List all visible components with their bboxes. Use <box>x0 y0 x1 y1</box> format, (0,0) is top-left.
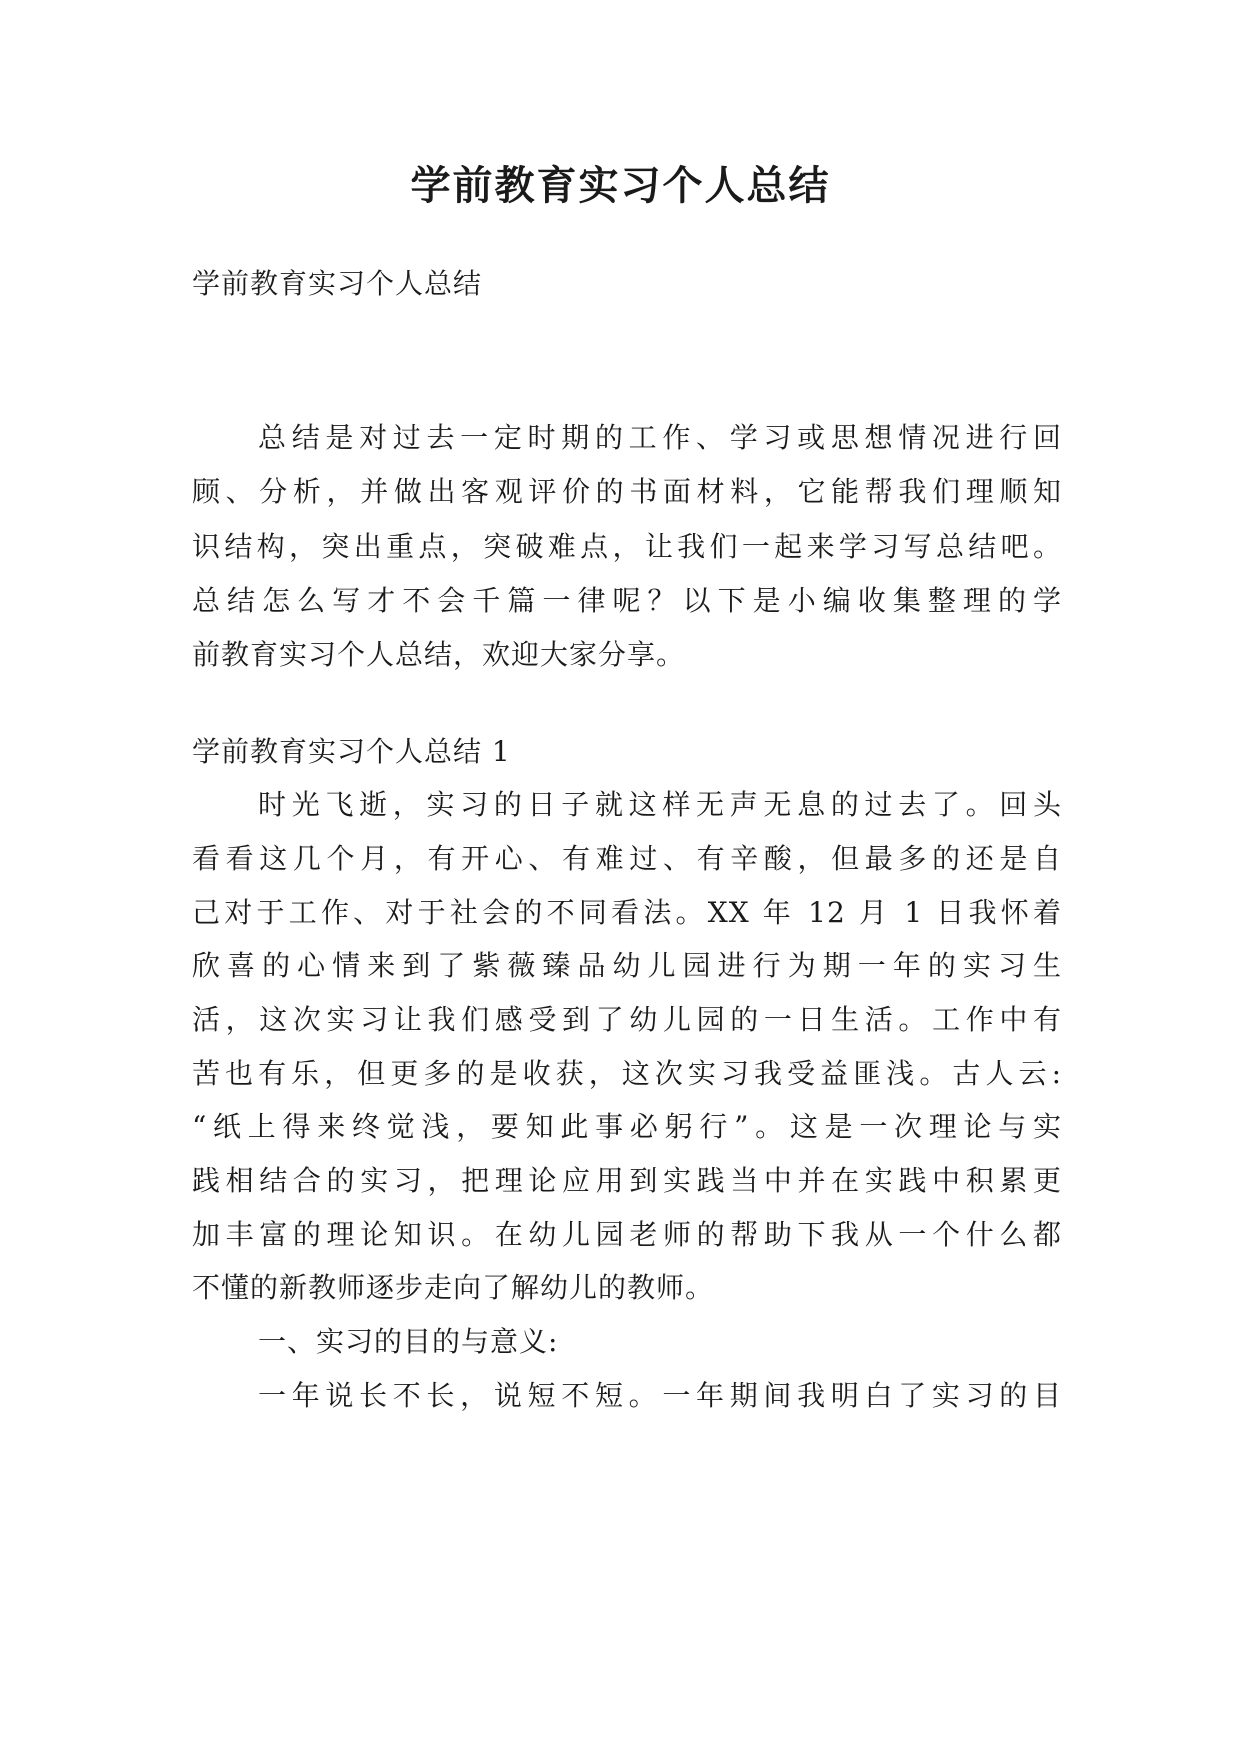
intro-line: 总结是对过去一定时期的工作、学习或思想情况进行回 <box>258 421 1062 454</box>
intro-line: 顾、分析，并做出客观评价的书面材料，它能帮我们理顺知 <box>192 475 1062 508</box>
body-line: “纸上得来终觉浅，要知此事必躬行”。这是一次理论与实 <box>192 1110 1062 1143</box>
body-line: 践相结合的实习，把理论应用到实践当中并在实践中积累更 <box>192 1164 1062 1197</box>
body-line: 欣喜的心情来到了紫薇臻品幼儿园进行为期一年的实习生 <box>192 949 1062 982</box>
document-title: 学前教育实习个人总结 <box>410 162 831 209</box>
body-line: 不懂的新教师逐步走向了解幼儿的教师。 <box>192 1271 715 1304</box>
body-line: 一年说长不长，说短不短。一年期间我明白了实习的目 <box>258 1379 1062 1412</box>
document-subtitle: 学前教育实习个人总结 <box>192 267 483 300</box>
body-line: 苦也有乐，但更多的是收获，这次实习我受益匪浅。古人云: <box>192 1057 1062 1090</box>
body-line: 活，这次实习让我们感受到了幼儿园的一日生活。工作中有 <box>192 1003 1062 1036</box>
intro-line: 识结构，突出重点，突破难点，让我们一起来学习写总结吧。 <box>192 530 1062 563</box>
body-line: 己对于工作、对于社会的不同看法。XX 年 12 月 1 日我怀着 <box>192 896 1062 929</box>
list-heading: 一、实习的目的与意义: <box>258 1325 559 1358</box>
section-heading: 学前教育实习个人总结 1 <box>192 735 511 768</box>
intro-line: 总结怎么写才不会千篇一律呢？以下是小编收集整理的学 <box>192 584 1062 617</box>
body-line: 看看这几个月，有开心、有难过、有辛酸，但最多的还是自 <box>192 842 1062 875</box>
body-line: 时光飞逝，实习的日子就这样无声无息的过去了。回头 <box>258 788 1062 821</box>
intro-line: 前教育实习个人总结，欢迎大家分享。 <box>192 638 686 671</box>
body-line: 加丰富的理论知识。在幼儿园老师的帮助下我从一个什么都 <box>192 1218 1062 1251</box>
